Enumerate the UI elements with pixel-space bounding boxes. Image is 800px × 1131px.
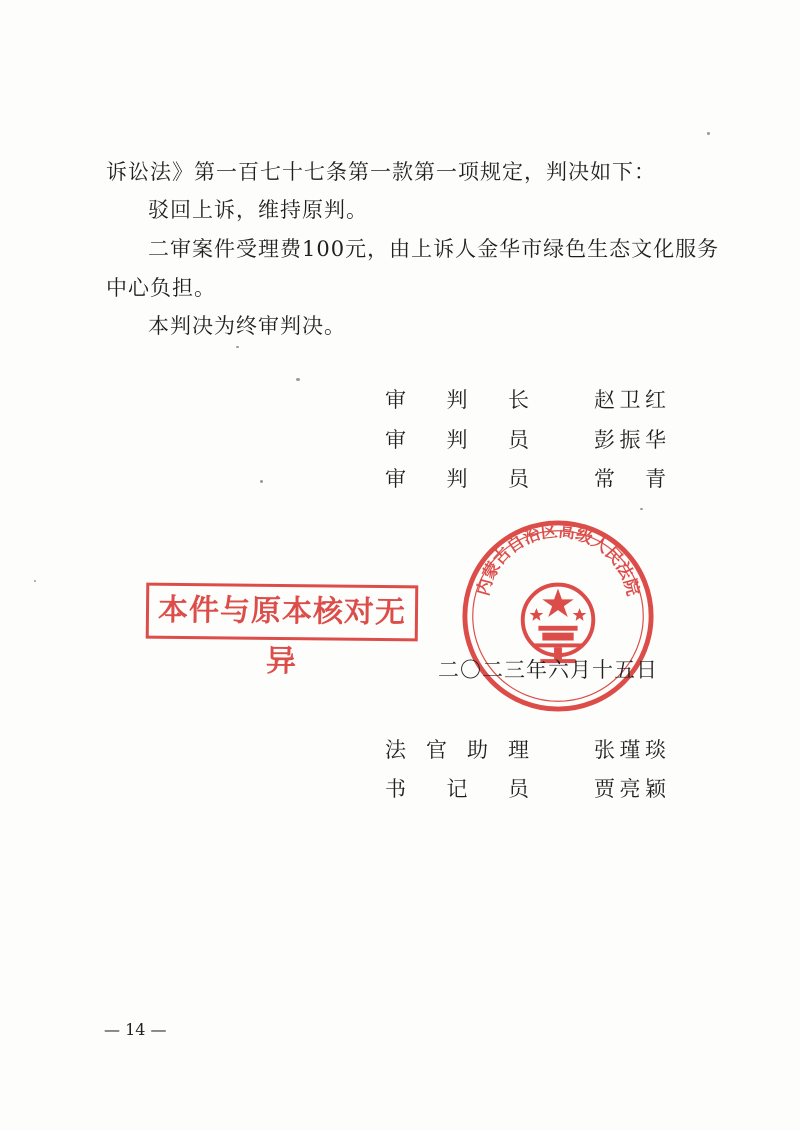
seal-text: 内蒙古自治区高级人民法院 [473,521,643,598]
signature-name: 彭 振 华 [594,428,666,452]
signature-role: 审 判 长 [385,388,529,412]
body-line-5: 本判决为终审判决。 [148,314,346,338]
body-line-2: 驳回上诉，维持原判。 [148,198,368,222]
body-line-1: 诉讼法》第一百七十七条第一款第一项规定，判决如下： [106,160,656,184]
copy-verification-stamp: 本件与原本核对无异 [146,583,419,642]
scan-speck [34,580,36,582]
judgment-date: 二〇二三年六月十五日 [438,658,658,682]
scan-speck [260,480,263,483]
signature-role: 书 记 员 [385,777,529,801]
court-seal-icon [460,518,656,714]
signature-role: 审 判 员 [385,467,529,491]
scan-speck [640,508,643,510]
signature-name: 赵 卫 红 [594,388,666,412]
page-number: — 14 — [104,1020,167,1039]
scan-speck [296,378,300,381]
scan-speck [236,346,239,348]
body-line-3: 二审案件受理费100元，由上诉人金华市绿色生态文化服务 [148,237,720,261]
scan-speck [707,132,710,135]
signature-name: 常 青 [594,467,666,491]
signature-name: 张 瑾 琰 [594,738,666,762]
body-line-4: 中心负担。 [106,276,216,300]
signature-role: 法 官 助 理 [385,738,529,762]
signature-name: 贾 亮 颖 [594,777,666,801]
signature-role: 审 判 员 [385,428,529,452]
